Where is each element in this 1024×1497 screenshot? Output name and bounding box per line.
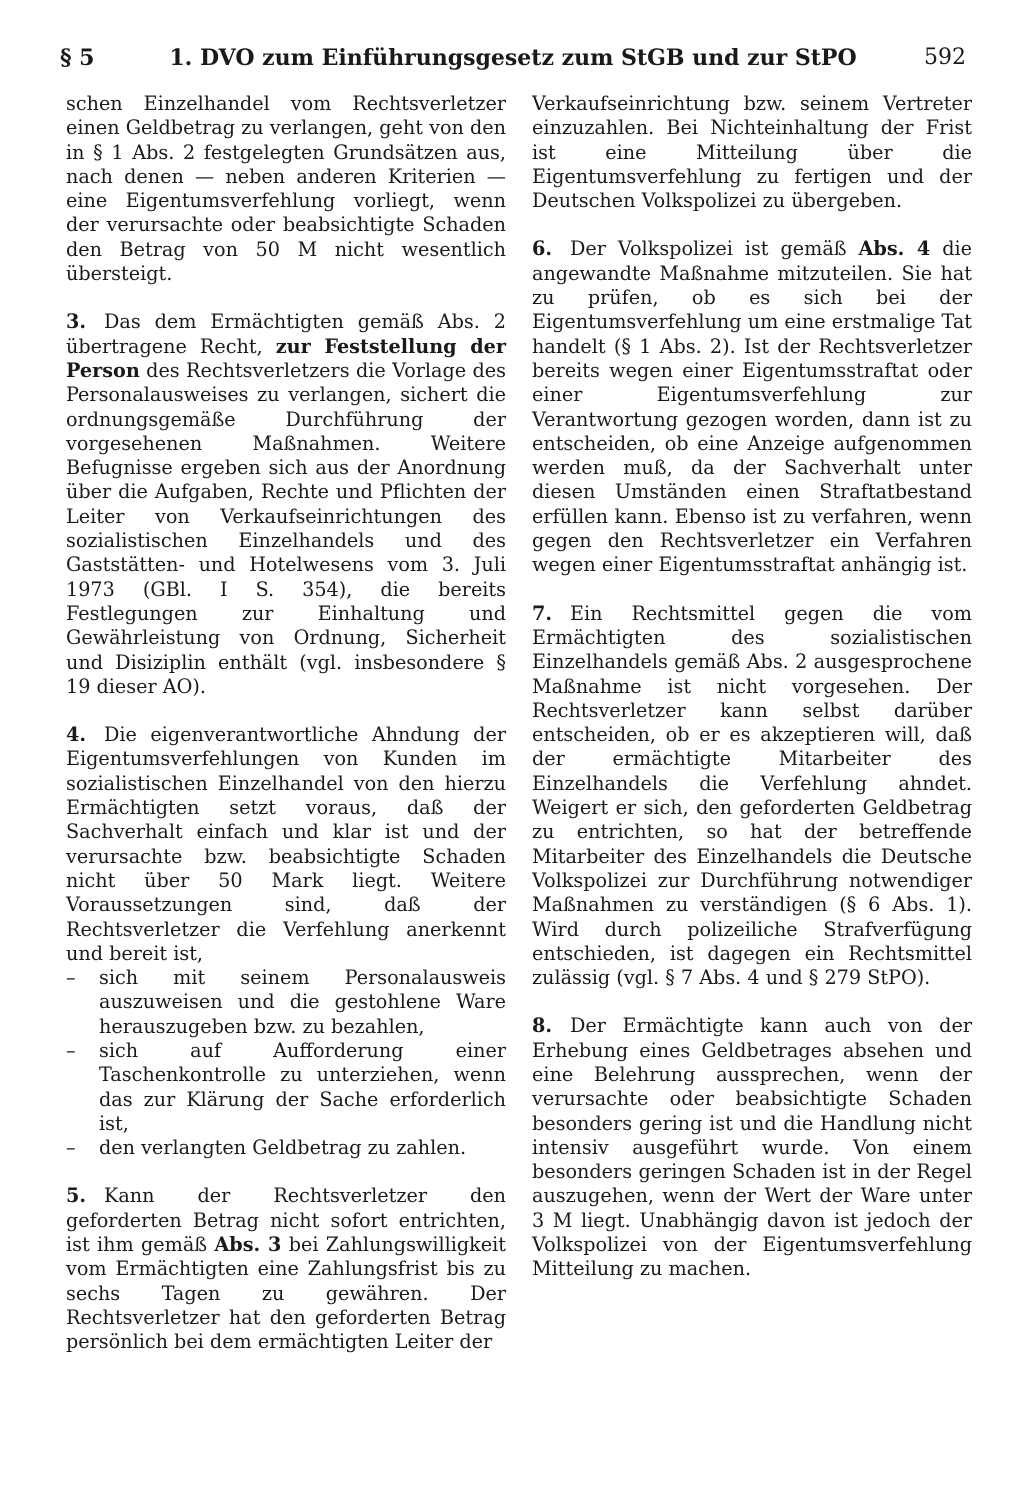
page-number: 592: [924, 45, 966, 70]
running-title: 1. DVO zum Einführungsgesetz zum StGB und zur StPO: [169, 45, 857, 71]
section-marker: § 5: [60, 45, 95, 71]
paragraph-2-continuation: [66, 92, 506, 286]
paragraph-number: 8.: [532, 1014, 553, 1038]
bold-phrase: Abs. 4: [858, 237, 931, 261]
paragraph-number: 3.: [66, 310, 87, 334]
paragraph-text: schen Einzelhandel vom Rechtsverletzer einen Geldbetrag zu verlangen, geht von den in § 1 Abs. 2 festgelegten Grundsätzen aus, nach denen — neben anderen Kriterien — eine Eigentumsverfehlung vorliegt, wenn der verursachte oder beabsichtigte Schaden den Betrag von 50 M nicht wesentlich übersteigt.: [66, 92, 506, 286]
paragraph-number: 5.: [66, 1184, 87, 1208]
list-item: – sich auf Aufforderung einer Taschenkontrolle zu unterziehen, wenn das zur Klärung der Sache erforderlich ist,: [66, 1039, 506, 1136]
condition-list: [66, 966, 506, 1160]
paragraph-8: [532, 1014, 972, 1281]
paragraph-text: Der Volkspolizei ist gemäß: [570, 237, 847, 261]
paragraph-4: [66, 723, 506, 966]
paragraph-5-continuation: [532, 92, 972, 213]
paragraph-text: Verkaufseinrichtung bzw. seinem Vertreter einzuzahlen. Bei Nichteinhaltung der Frist ist eine Mitteilung über die Eigentumsverfehlung zu fertigen und der Deutschen Volkspolizei zu übergeben.: [532, 92, 972, 213]
paragraph-number: 4.: [66, 723, 87, 747]
paragraph-5: [66, 1184, 506, 1354]
list-item: – sich mit seinem Personalausweis auszuweisen und die gestohlene Ware herauszugeben bzw. zu bezahlen,: [66, 966, 506, 1039]
paragraph-text: bei Zahlungswilligkeit vom Ermächtigten eine Zahlungsfrist bis zu sechs Tagen zu gewähren. Der Rechtsverletzer hat den geforderten Betrag persönlich bei dem ermächtigten Leiter der: [66, 1233, 507, 1354]
right-column: [532, 92, 972, 1306]
paragraph-text: Ein Rechtsmittel gegen die vom Ermächtigten des sozialistischen Einzelhandels gemäß Abs. 2 ausgesprochene Maßnahme ist nicht vorgesehen. Der Rechtsverletzer kann selbst darüber entscheiden, ob er es akzeptieren will, daß der ermächtigte Mitarbeiter des Einzelhandels die Verfehlung ahndet. Weigert er sich, den geforderten Geldbetrag zu entrichten, so hat der betreffende Mitarbeiter des Einzelhandels die Deutsche Volkspolizei zur Durchführung notwendiger Maßnahmen zu verständigen (§ 6 Abs. 1). Wird durch polizeiliche Strafverfügung entschieden, ist dagegen ein Rechtsmittel zulässig (vgl. § 7 Abs. 4 und § 279 StPO).: [532, 601, 972, 990]
paragraph-7: [532, 602, 972, 991]
paragraph-number: 6.: [532, 237, 553, 261]
paragraph-number: 7.: [532, 601, 553, 625]
running-header: [60, 44, 966, 78]
left-column: [66, 92, 506, 1379]
paragraph-text: Das dem Ermächtigten gemäß Abs. 2 übertragene Recht,: [66, 310, 506, 358]
paragraph-text: Kann der Rechtsverletzer den geforderten Betrag nicht sofort entrichten, ist ihm gemäß: [66, 1184, 506, 1257]
paragraph-text: Die eigenverantwortliche Ahndung der Eigentumsverfehlungen von Kunden im sozialistischen Einzelhandel von den hierzu Ermächtigten setzt voraus, daß der Sachverhalt einfach und klar ist und der verursachte bzw. beabsichtigte Schaden nicht über 50 Mark liegt. Weitere Voraussetzungen sind, daß der Rechtsverletzer die Verfehlung anerkennt und bereit ist,: [66, 723, 506, 965]
bold-phrase: zur Feststellung der Person: [66, 334, 506, 382]
bold-phrase: Abs. 3: [214, 1233, 282, 1257]
paragraph-6: [532, 237, 972, 577]
list-item: – den verlangten Geldbetrag zu zahlen.: [66, 1136, 506, 1160]
paragraph-text: des Rechtsverletzers die Vorlage des Personalausweises zu verlangen, sichert die ordnungsgemäße Durchführung der vorgesehenen Maßnahmen. Weitere Befugnisse ergeben sich aus der Anordnung über die Aufgaben, Rechte und Pflichten der Leiter von Verkaufseinrichtungen des sozialistischen Einzelhandels und des Gaststätten- und Hotelwesens vom 3. Juli 1973 (GBl. I S. 354), die bereits Festlegungen zur Einhaltung und Gewährleistung von Ordnung, Sicherheit und Disiziplin enthält (vgl. insbesondere § 19 dieser AO).: [66, 358, 506, 698]
paragraph-text: Der Ermächtigte kann auch von der Erhebung eines Geldbetrages absehen und eine Belehrung aussprechen, wenn der verursachte oder beabsichtigte Schaden besonders gering ist und die Handlung nicht intensiv ausgeführt wurde. Von einem besonders geringen Schaden ist in der Regel auszugehen, wenn der Wert der Ware unter 3 M liegt. Unabhängig davon ist jedoch der Volkspolizei von der Eigentumsverfehlung Mitteilung zu machen.: [532, 1014, 972, 1281]
paragraph-text: die angewandte Maßnahme mitzuteilen. Sie hat zu prüfen, ob es sich bei der Eigentumsverfehlung um eine erstmalige Tat handelt (§ 1 Abs. 2). Ist der Rechtsverletzer bereits wegen einer Eigentumsstraftat oder einer Eigentumsverfehlung zur Verantwortung gezogen worden, dann ist zu entscheiden, ob eine Anzeige aufgenommen werden muß, da der Sachverhalt unter diesen Umständen einen Straftatbestand erfüllen kann. Ebenso ist zu verfahren, wenn gegen den Rechtsverletzer ein Verfahren wegen einer Eigentumsstraftat anhängig ist.: [532, 237, 972, 577]
paragraph-3: [66, 310, 506, 699]
